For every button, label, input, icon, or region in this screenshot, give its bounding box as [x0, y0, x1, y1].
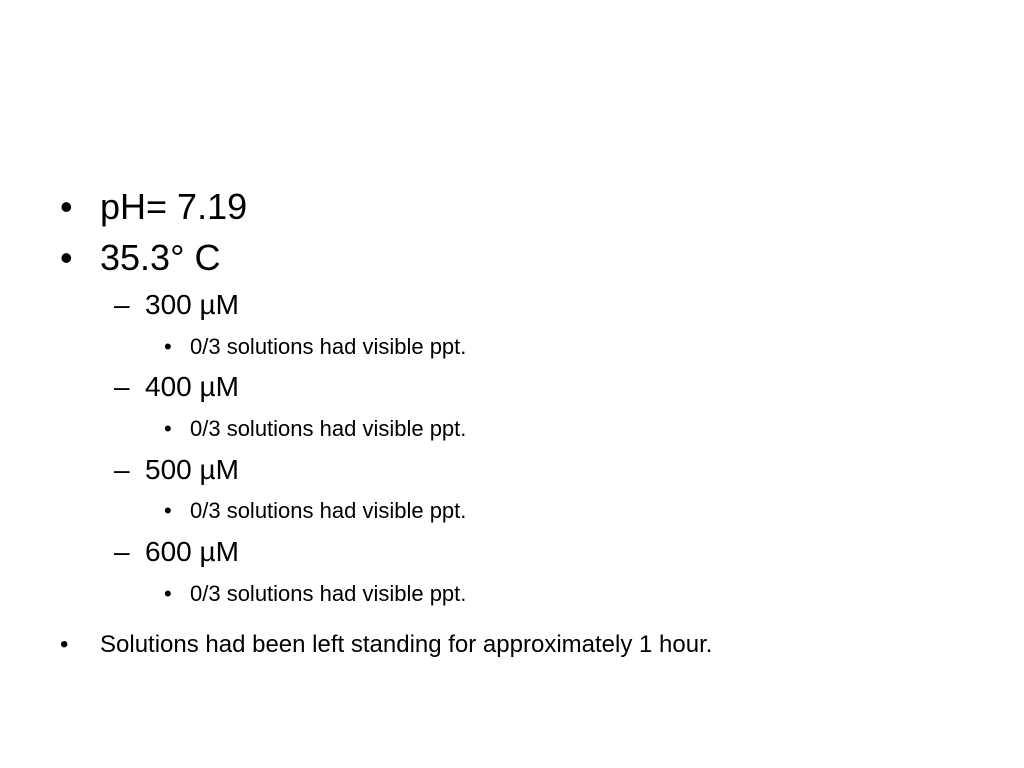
sub-bullet-marker: • [164, 498, 172, 523]
concentration-result: 0/3 solutions had visible ppt. [190, 581, 467, 606]
bullet-marker: • [60, 186, 73, 227]
concentration-result: 0/3 solutions had visible ppt. [190, 334, 467, 359]
concentration-label: 400 µM [145, 371, 239, 402]
bullet-marker: • [60, 237, 73, 278]
dash-marker: – [114, 454, 130, 485]
sub-bullet-marker: • [164, 581, 172, 606]
concentration-label: 600 µM [145, 536, 239, 567]
ph-value: pH= 7.19 [100, 186, 248, 227]
bullet-marker: • [60, 631, 69, 658]
concentration-result: 0/3 solutions had visible ppt. [190, 498, 467, 523]
sub-bullet-marker: • [164, 334, 172, 359]
temperature-value: 35.3° C [100, 237, 221, 278]
standing-time-note: Solutions had been left standing for approximately 1 hour. [100, 631, 713, 658]
sub-bullet-marker: • [164, 416, 172, 441]
dash-marker: – [114, 371, 130, 402]
dash-marker: – [114, 289, 130, 320]
concentration-label: 300 µM [145, 289, 239, 320]
concentration-result: 0/3 solutions had visible ppt. [190, 416, 467, 441]
dash-marker: – [114, 536, 130, 567]
concentration-label: 500 µM [145, 454, 239, 485]
